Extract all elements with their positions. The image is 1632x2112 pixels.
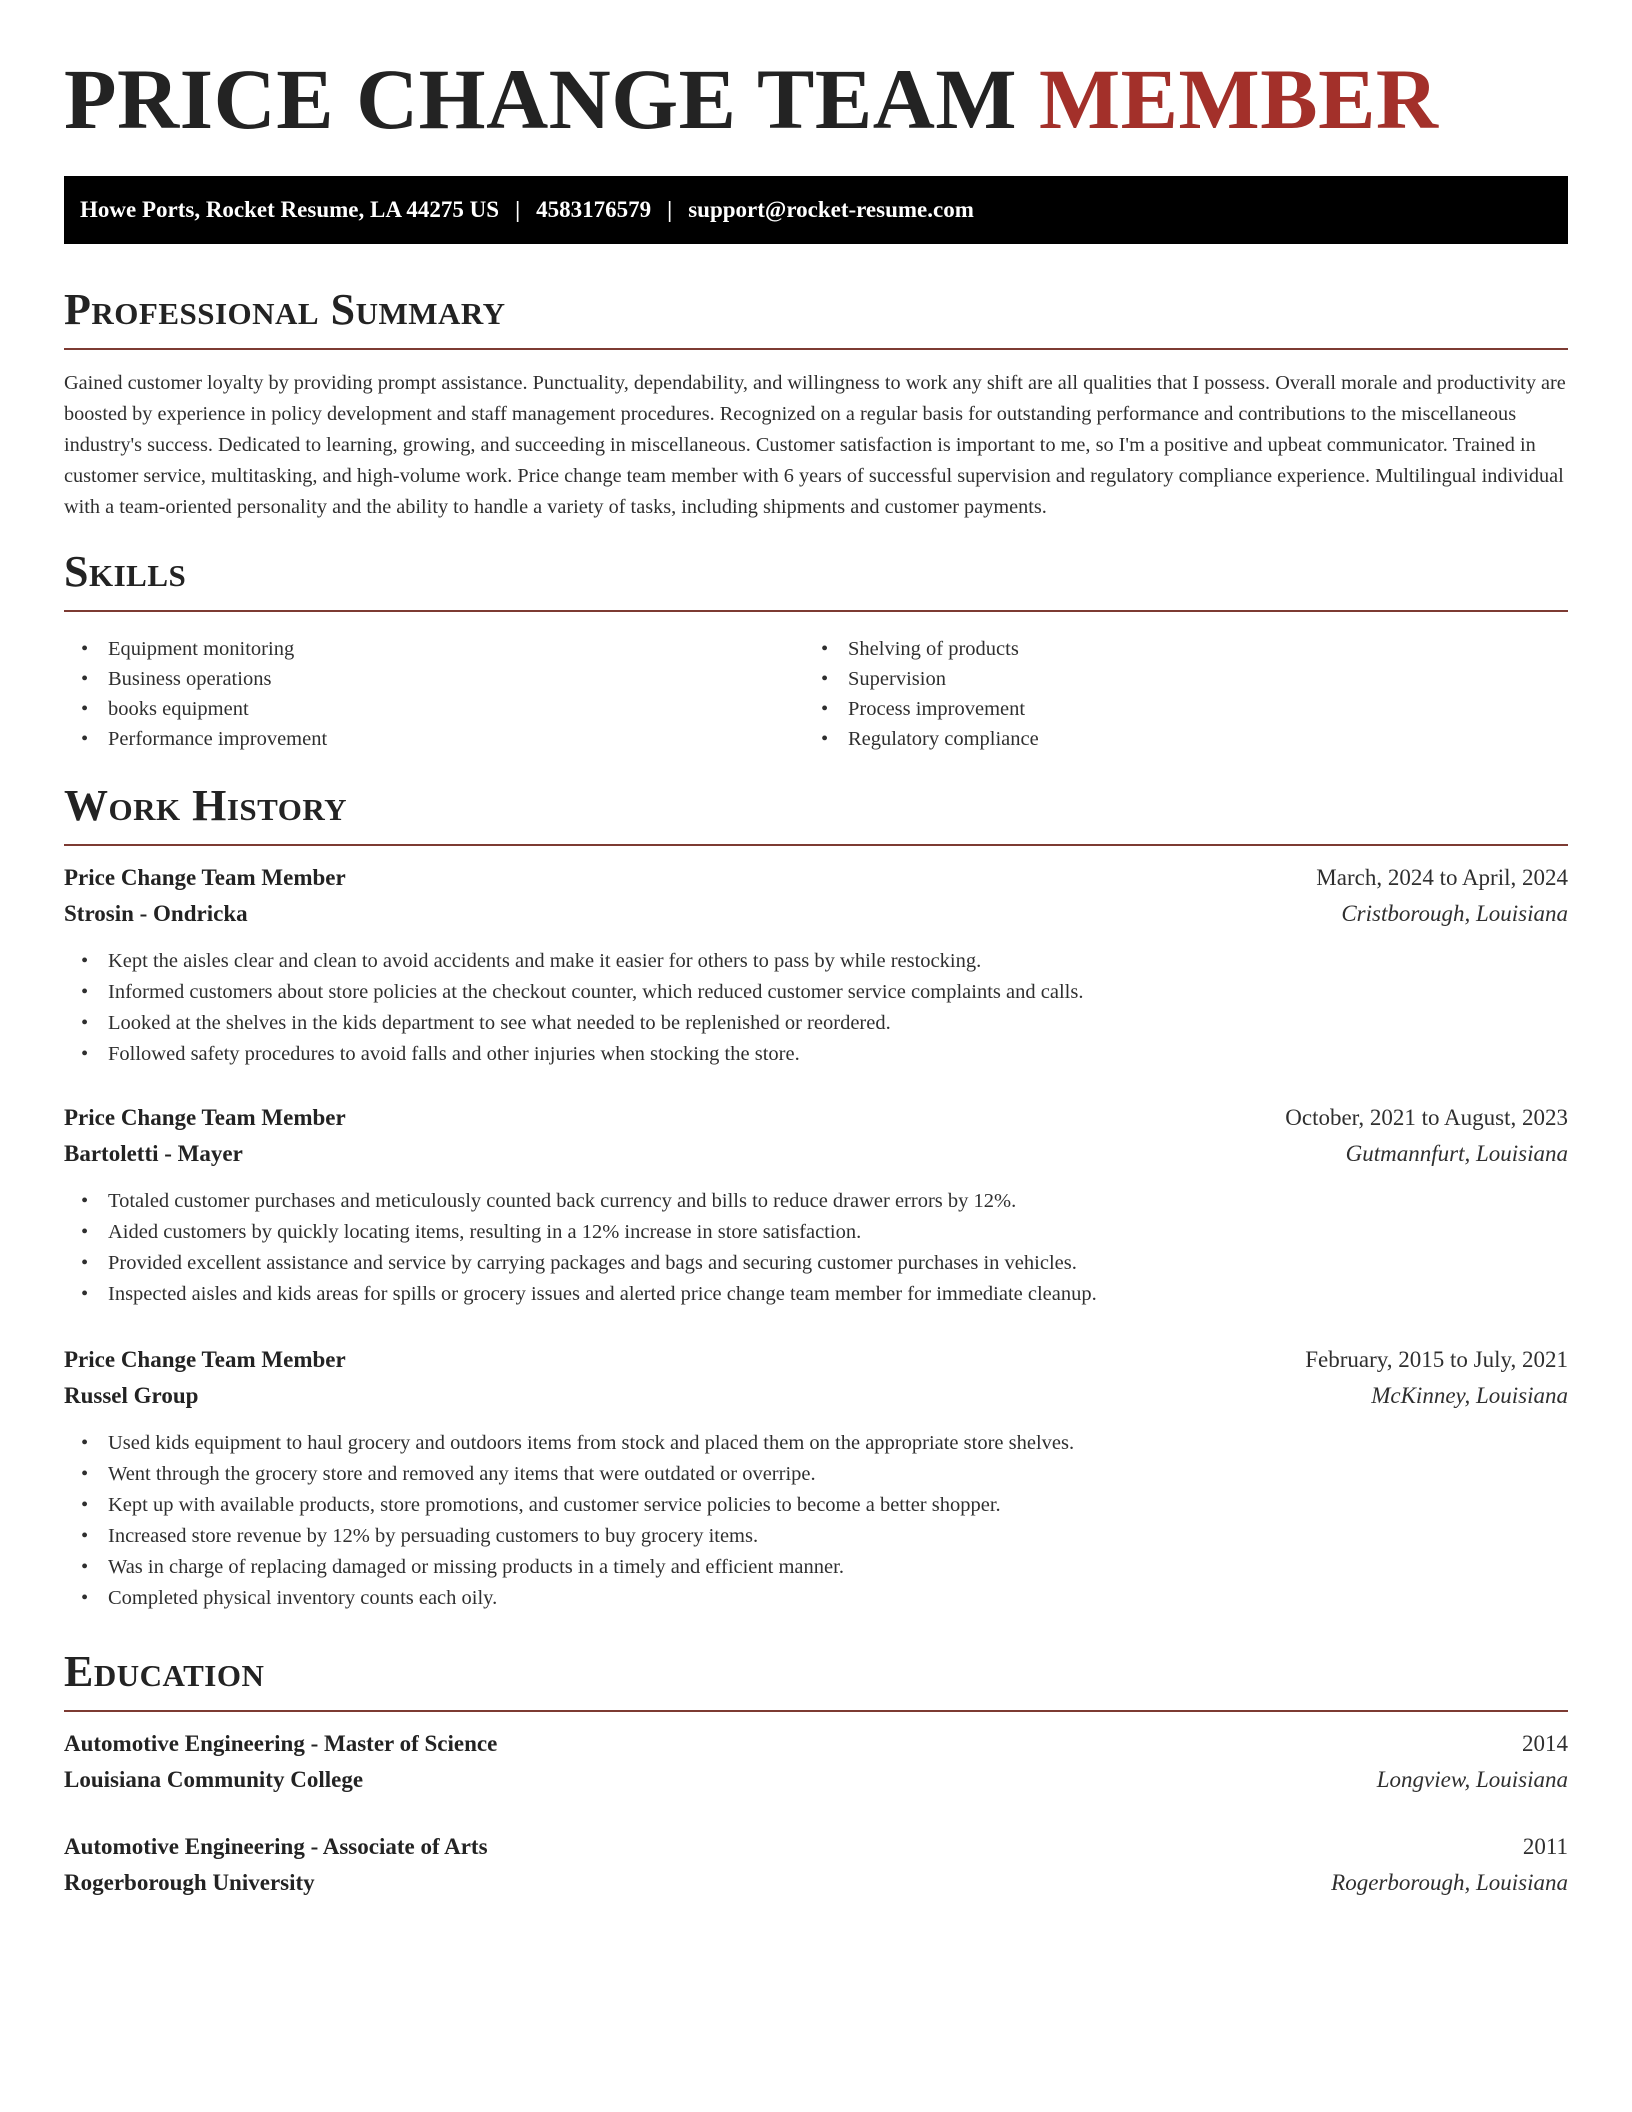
contact-separator: | — [515, 197, 521, 222]
contact-phone: 4583176579 — [536, 197, 652, 222]
skill-item: • Equipment monitoring — [64, 634, 327, 664]
job-bullet: • Kept the aisles clear and clean to avoid accidents and make it easier for others to pass by while restocking. — [64, 946, 1083, 977]
job-company: Russel Group — [64, 1383, 199, 1408]
education-school: Louisiana Community College — [64, 1767, 364, 1792]
education-degree: Automotive Engineering - Master of Science — [64, 1731, 498, 1756]
job-company: Bartoletti - Mayer — [64, 1141, 243, 1166]
contact-address: Howe Ports, Rocket Resume, LA 44275 US — [80, 197, 500, 222]
education-year: 2011 — [1522, 1834, 1568, 1859]
job-bullet: • Provided excellent assistance and service by carrying packages and bags and securing customer purchases in vehicles. — [64, 1248, 1097, 1279]
work-heading: Work History — [64, 781, 348, 830]
skill-item: • Business operations — [64, 664, 327, 694]
job-title: Price Change Team Member — [64, 1105, 346, 1130]
section-divider — [64, 844, 1568, 846]
education-school-row — [64, 1865, 1568, 1901]
job-bullet: • Increased store revenue by 12% by persuading customers to buy grocery items. — [64, 1521, 1074, 1552]
job-title: Price Change Team Member — [64, 865, 346, 890]
contact-separator: | — [667, 197, 673, 222]
skill-item: • Supervision — [804, 664, 1039, 694]
summary-text: Gained customer loyalty by providing prompt assistance. Punctuality, dependability, and willingness to work any shift are all qualities that I possess. Overall morale and productivity are boosted by experience in policy development and staff management procedures. Recognized on a regular basis for outstanding performance and contributions to the miscellaneous industry's success. Dedicated to learning, growing, and succeeding in miscellaneous. Customer satisfaction is important to me, so I'm a positive and upbeat communicator. Trained in customer service, multitasking, and high-volume work. Price change team member with 6 years of successful supervision and regulatory compliance experience. Multilingual individual with a team-oriented personality and the ability to handle a variety of tasks, including shipments and customer payments. — [64, 372, 1566, 518]
job-header-row — [64, 1100, 1568, 1136]
section-divider — [64, 348, 1568, 350]
job-location: McKinney, Louisiana — [1371, 1383, 1568, 1408]
skills-list-right — [804, 634, 1039, 754]
job-company-row — [64, 1136, 1568, 1172]
job-bullets — [64, 946, 1083, 1070]
job-header-row — [64, 1342, 1568, 1378]
skill-item: • Regulatory compliance — [804, 724, 1039, 754]
education-location: Longview, Louisiana — [1376, 1767, 1568, 1792]
skill-item: • books equipment — [64, 694, 327, 724]
education-degree-row — [64, 1829, 1568, 1865]
education-school: Rogerborough University — [64, 1870, 315, 1895]
job-bullet: • Completed physical inventory counts each oily. — [64, 1583, 1074, 1614]
job-bullet: • Used kids equipment to haul grocery and outdoors items from stock and placed them on the appropriate store shelves. — [64, 1428, 1074, 1459]
job-company-row — [64, 1378, 1568, 1414]
job-bullet: • Informed customers about store policies at the checkout counter, which reduced customer service complaints and calls. — [64, 977, 1083, 1008]
education-school-row — [64, 1762, 1568, 1798]
job-bullet: • Followed safety procedures to avoid falls and other injuries when stocking the store. — [64, 1039, 1083, 1070]
education-degree-row — [64, 1726, 1568, 1762]
education-heading: Education — [64, 1647, 265, 1696]
skill-item: • Shelving of products — [804, 634, 1039, 664]
job-dates: October, 2021 to August, 2023 — [1285, 1105, 1568, 1130]
job-bullets — [64, 1428, 1074, 1614]
skills-list-left — [64, 634, 327, 754]
title-main: PRICE CHANGE TEAM — [64, 51, 1017, 147]
summary-heading: Professional Summary — [64, 285, 506, 334]
section-divider — [64, 1710, 1568, 1712]
skill-item: • Process improvement — [804, 694, 1039, 724]
job-dates: March, 2024 to April, 2024 — [1316, 865, 1568, 890]
contact-email: support@rocket-resume.com — [688, 197, 974, 222]
education-degree: Automotive Engineering - Associate of Arts — [64, 1834, 488, 1859]
job-bullet: • Went through the grocery store and removed any items that were outdated or overripe. — [64, 1459, 1074, 1490]
job-company: Strosin - Ondricka — [64, 901, 248, 926]
job-header-row — [64, 860, 1568, 896]
contact-bar — [64, 176, 1568, 244]
job-bullets — [64, 1186, 1097, 1310]
job-location: Cristborough, Louisiana — [1341, 901, 1568, 926]
title-accent: MEMBER — [1039, 51, 1439, 147]
job-bullet: • Was in charge of replacing damaged or missing products in a timely and efficient manner. — [64, 1552, 1074, 1583]
job-title: Price Change Team Member — [64, 1347, 346, 1372]
job-dates: February, 2015 to July, 2021 — [1305, 1347, 1568, 1372]
job-company-row — [64, 896, 1568, 932]
skills-heading: Skills — [64, 547, 187, 596]
job-bullet: • Looked at the shelves in the kids department to see what needed to be replenished or reordered. — [64, 1008, 1083, 1039]
job-location: Gutmannfurt, Louisiana — [1345, 1141, 1568, 1166]
job-bullet: • Aided customers by quickly locating items, resulting in a 12% increase in store satisfaction. — [64, 1217, 1097, 1248]
job-bullet: • Kept up with available products, store promotions, and customer service policies to become a better shopper. — [64, 1490, 1074, 1521]
section-divider — [64, 610, 1568, 612]
education-location: Rogerborough, Louisiana — [1331, 1870, 1568, 1895]
job-bullet: • Inspected aisles and kids areas for spills or grocery issues and alerted price change team member for immediate cleanup. — [64, 1279, 1097, 1310]
education-year: 2014 — [1522, 1731, 1568, 1756]
resume-title — [64, 52, 1439, 147]
job-bullet: • Totaled customer purchases and meticulously counted back currency and bills to reduce drawer errors by 12%. — [64, 1186, 1097, 1217]
skill-item: • Performance improvement — [64, 724, 327, 754]
